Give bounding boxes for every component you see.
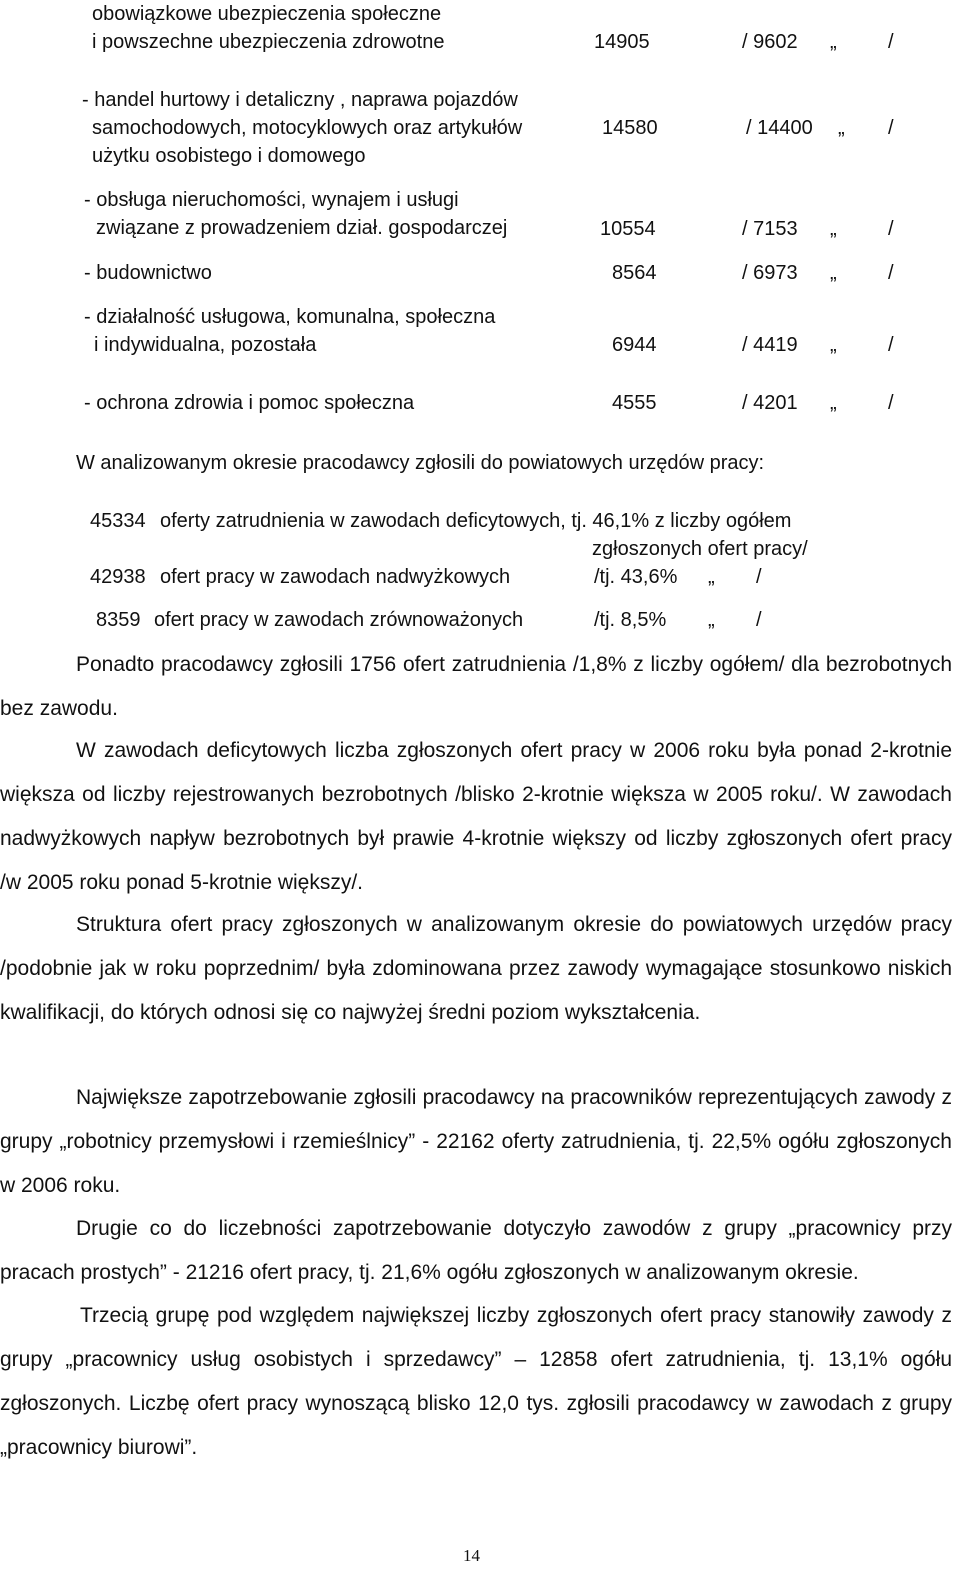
offer-count: 8359 bbox=[96, 609, 141, 631]
sector-value: 4555 bbox=[612, 392, 657, 414]
row-end-slash: / bbox=[888, 117, 894, 139]
sector-label-line: i indywidualna, pozostała bbox=[94, 334, 317, 356]
ditto-mark: „ bbox=[838, 117, 845, 139]
sector-label bbox=[84, 303, 495, 359]
row-end-slash: / bbox=[888, 262, 894, 284]
sector-label-line: - obsługa nieruchomości, wynajem i usługi bbox=[84, 189, 459, 211]
sector-slash-value: / 4201 bbox=[742, 392, 798, 414]
offer-share: /tj. 8,5% bbox=[594, 609, 667, 631]
sector-slash-value: / 9602 bbox=[742, 31, 798, 53]
paragraph bbox=[0, 643, 952, 731]
paragraph bbox=[0, 1294, 952, 1470]
row-end-slash: / bbox=[888, 31, 894, 53]
ditto-mark: „ bbox=[830, 31, 837, 53]
page-number: 14 bbox=[463, 1546, 480, 1565]
sector-label-line: samochodowych, motocyklowych oraz artykułów bbox=[92, 117, 523, 139]
paragraph bbox=[0, 903, 952, 1035]
offer-share: /tj. 43,6% bbox=[594, 566, 678, 588]
sector-slash-value: / 4419 bbox=[742, 334, 798, 356]
paragraph-text: Ponadto pracodawcy zgłosili 1756 ofert zatrudnienia /1,8% z liczby ogółem/ dla bezrobotnych bez zawodu. bbox=[0, 653, 952, 720]
sector-value: 14905 bbox=[594, 31, 650, 53]
paragraph bbox=[0, 729, 952, 905]
sector-label: - ochrona zdrowia i pomoc społeczna bbox=[84, 392, 415, 414]
paragraph bbox=[0, 1076, 952, 1208]
sector-value: 14580 bbox=[602, 117, 658, 139]
sector-label-line: i powszechne ubezpieczenia zdrowotne bbox=[92, 31, 445, 53]
sector-label-line: użytku osobistego i domowego bbox=[92, 145, 366, 167]
sector-label bbox=[82, 86, 522, 170]
offer-description: ofert pracy w zawodach zrównoważonych bbox=[154, 609, 524, 631]
sector-value: 10554 bbox=[600, 218, 656, 240]
sector-label bbox=[92, 0, 444, 56]
sector-value: 6944 bbox=[612, 334, 657, 356]
ditto-mark: „ bbox=[708, 566, 715, 588]
row-end-slash: / bbox=[756, 609, 762, 631]
paragraph-text: W zawodach deficytowych liczba zgłoszonych ofert pracy w 2006 roku była ponad 2-krotnie większa od liczby rejestrowanych bezrobotnych /blisko 2-krotnie większa w 2005 roku/. W zawodach nadwyżkowych napływ bezrobotnych był prawie 4-krotnie większy od liczby zgłoszonych ofert pracy /w 2005 roku ponad 5-krotnie większy/. bbox=[0, 739, 952, 894]
ditto-mark: „ bbox=[830, 392, 837, 414]
offer-description-continued: zgłoszonych ofert pracy/ bbox=[592, 538, 808, 560]
offer-count: 45334 bbox=[90, 510, 146, 532]
row-end-slash: / bbox=[888, 218, 894, 240]
ditto-mark: „ bbox=[708, 609, 715, 631]
sector-label: - budownictwo bbox=[84, 262, 212, 284]
sector-label-line: obowiązkowe ubezpieczenia społeczne bbox=[92, 3, 442, 25]
row-end-slash: / bbox=[756, 566, 762, 588]
offer-description: oferty zatrudnienia w zawodach deficytowych, tj. 46,1% z liczby ogółem bbox=[160, 510, 792, 532]
sector-slash-value: / 6973 bbox=[742, 262, 798, 284]
sector-slash-value: / 14400 bbox=[746, 117, 813, 139]
sector-label-line: - handel hurtowy i detaliczny , naprawa pojazdów bbox=[82, 89, 518, 111]
paragraph-text: Struktura ofert pracy zgłoszonych w analizowanym okresie do powiatowych urzędów pracy /podobnie jak w roku poprzednim/ była zdominowana przez zawody wymagające stosunkowo niskich kwalifikacji, do których odnosi się co najwyżej średni poziom wykształcenia. bbox=[0, 913, 952, 1024]
row-end-slash: / bbox=[888, 392, 894, 414]
offer-description: ofert pracy w zawodach nadwyżkowych bbox=[160, 566, 511, 588]
sector-label bbox=[84, 186, 507, 242]
sector-value: 8564 bbox=[612, 262, 657, 284]
paragraph-text: Drugie co do liczebności zapotrzebowanie dotyczyło zawodów z grupy „pracownicy przy pracach prostych” - 21216 ofert pracy, tj. 21,6% ogółu zgłoszonych w analizowanym okresie. bbox=[0, 1217, 952, 1284]
ditto-mark: „ bbox=[830, 334, 837, 356]
sector-label-line: związane z prowadzeniem dział. gospodarczej bbox=[96, 217, 508, 239]
sector-label-line: - działalność usługowa, komunalna, społeczna bbox=[84, 306, 496, 328]
ditto-mark: „ bbox=[830, 262, 837, 284]
row-end-slash: / bbox=[888, 334, 894, 356]
offer-count: 42938 bbox=[90, 566, 146, 588]
sector-slash-value: / 7153 bbox=[742, 218, 798, 240]
paragraph-text: Największe zapotrzebowanie zgłosili pracodawcy na pracowników reprezentujących zawody z grupy „robotnicy przemysłowi i rzemieślnicy” - 22162 oferty zatrudnienia, tj. 22,5% ogółu zgłoszonych w 2006 roku. bbox=[0, 1086, 952, 1197]
paragraph bbox=[0, 1207, 952, 1295]
ditto-mark: „ bbox=[830, 218, 837, 240]
intro-text: W analizowanym okresie pracodawcy zgłosili do powiatowych urzędów pracy: bbox=[76, 452, 765, 474]
paragraph-text: Trzecią grupę pod względem największej liczby zgłoszonych ofert pracy stanowiły zawody z grupy „pracownicy usług osobistych i sprzedawcy” – 12858 ofert zatrudnienia, tj. 13,1% ogółu zgłoszonych. Liczbę ofert pracy wynoszącą blisko 12,0 tys. zgłosili pracodawcy w zawodach z grupy „pracownicy biurowi”. bbox=[0, 1304, 952, 1459]
